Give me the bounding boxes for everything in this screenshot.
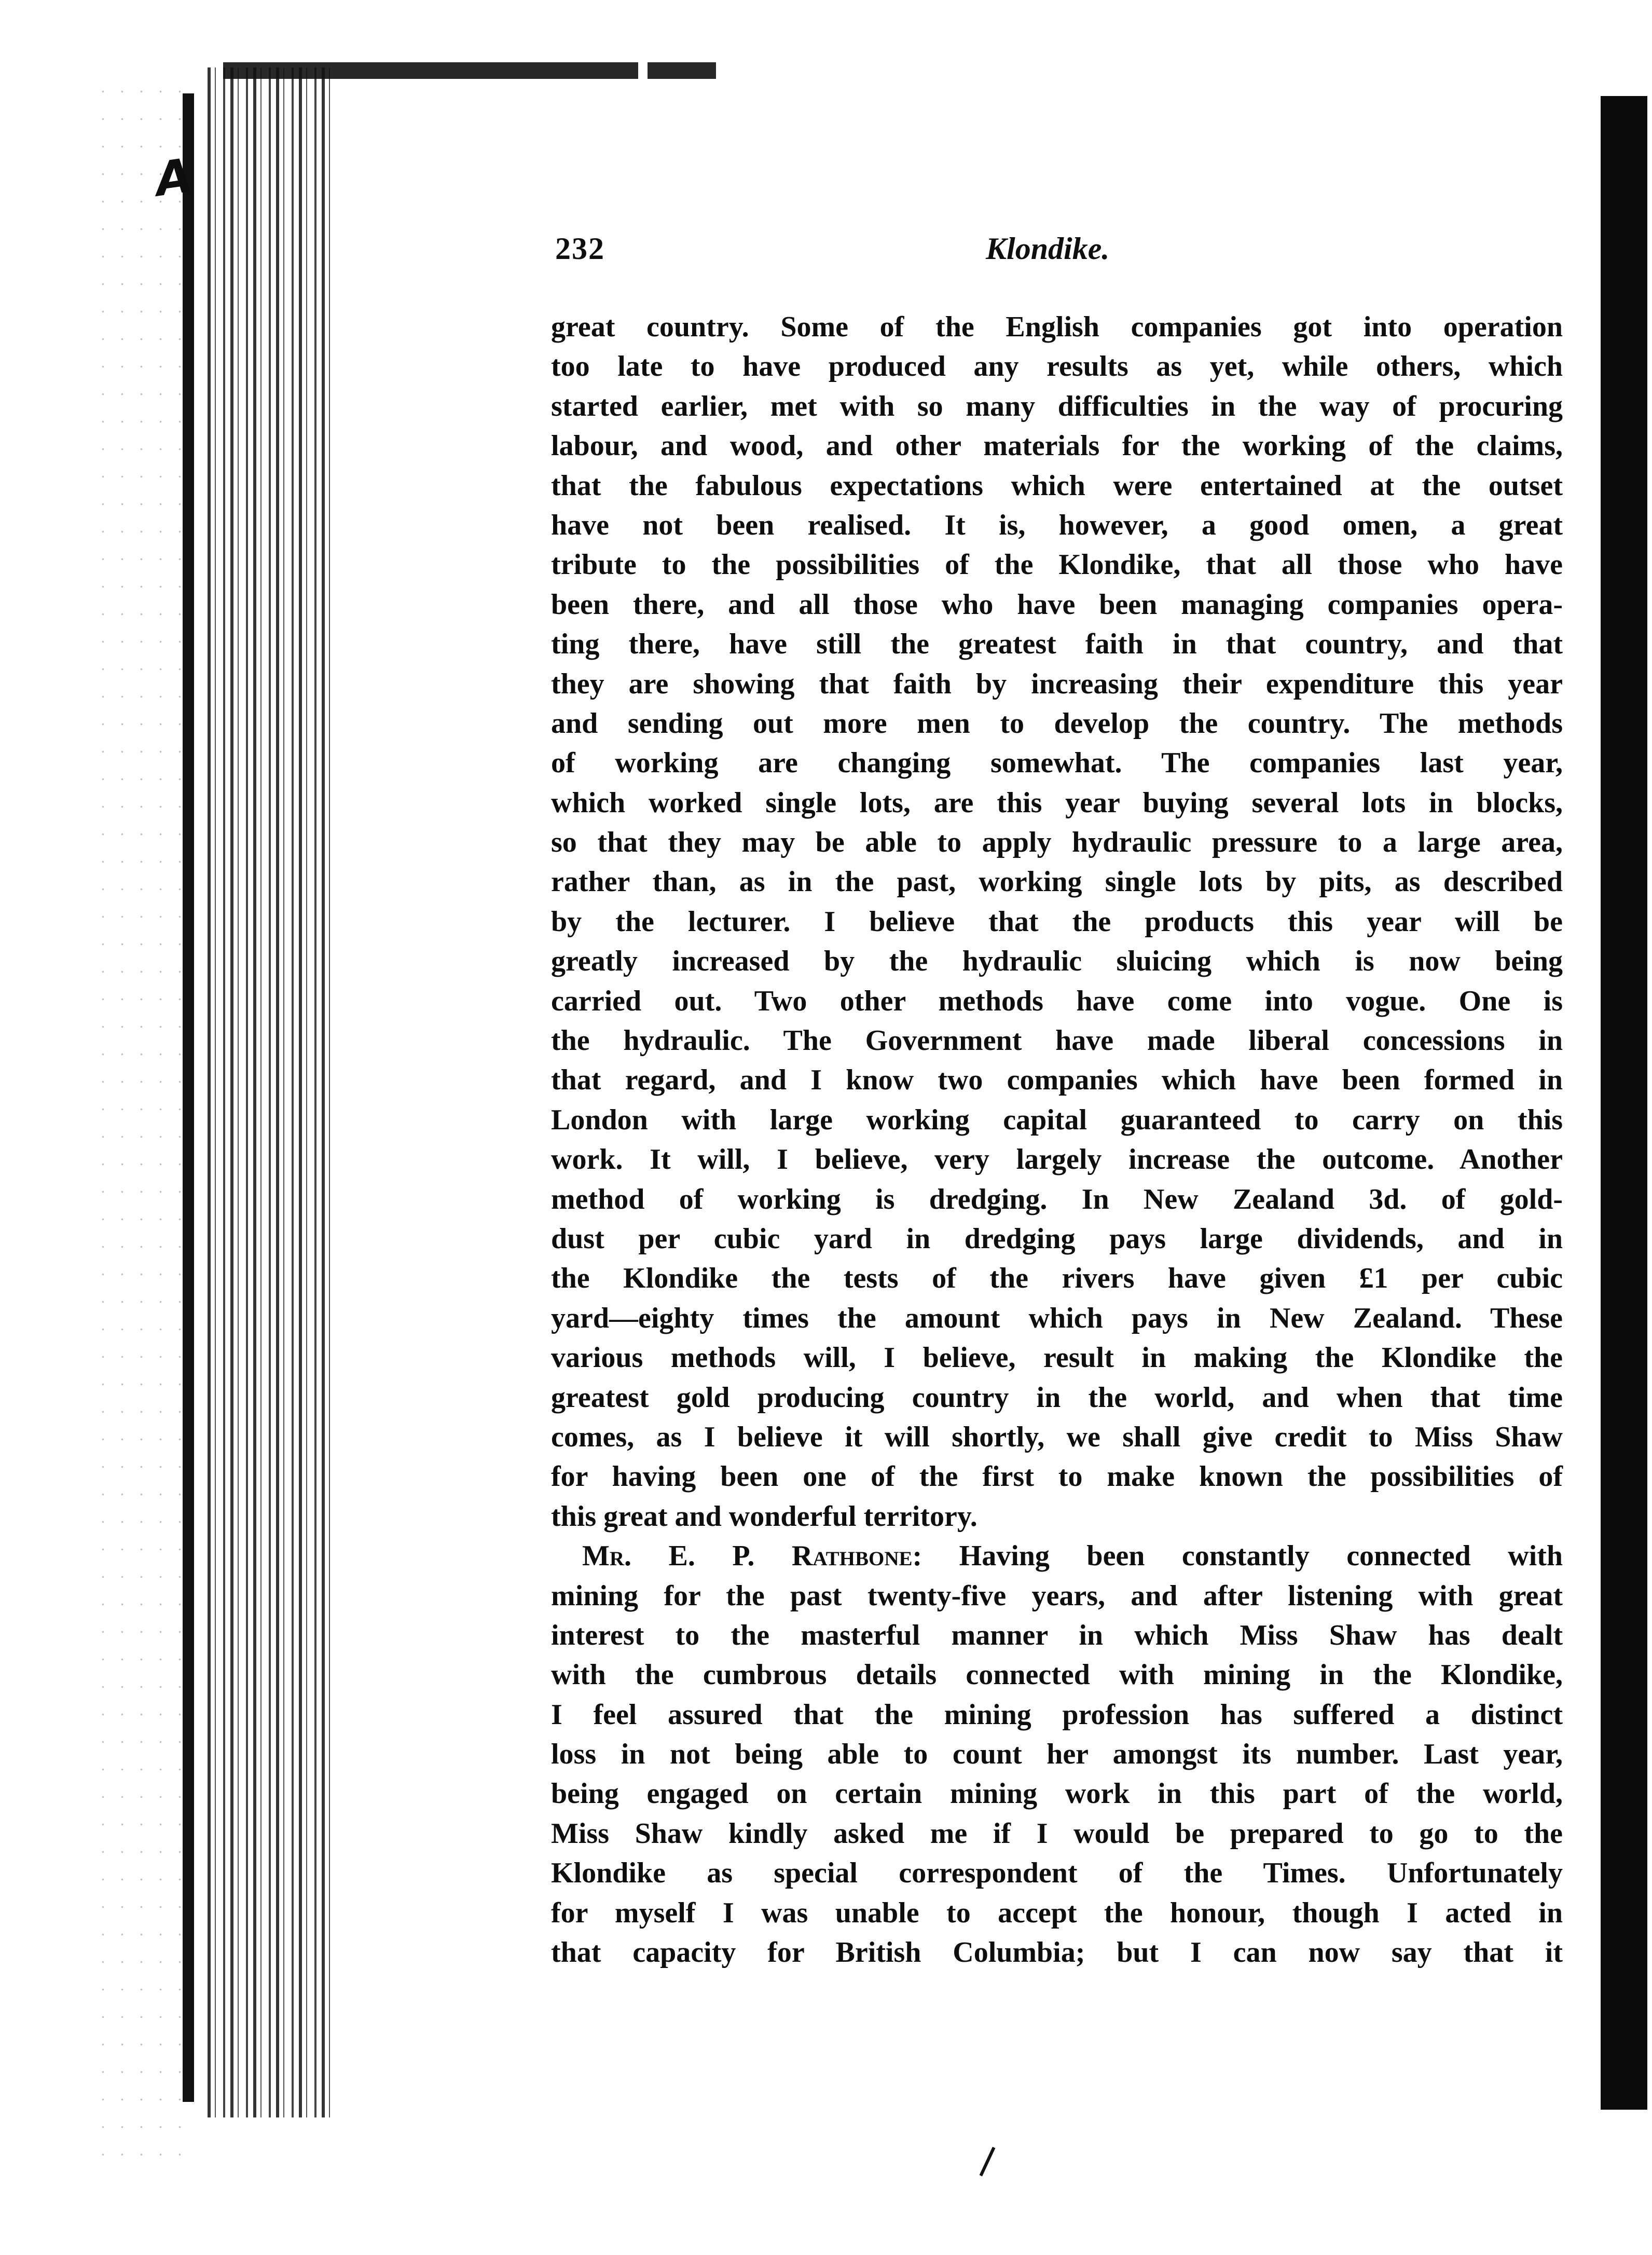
text-line: carried out. Two other methods have come into vogue. One is <box>551 985 1563 1017</box>
page-number: 232 <box>555 231 605 266</box>
text-line: started earlier, met with so many difficulties in the way of procuring <box>551 390 1563 422</box>
text-line: rather than, as in the past, working single lots by pits, as described <box>551 866 1563 898</box>
text-line: for myself I was unable to accept the honour, though I acted in <box>551 1896 1563 1929</box>
text-line: with the cumbrous details connected with mining in the Klondike, <box>551 1659 1563 1691</box>
text-line: been there, and all those who have been managing companies opera- <box>551 588 1563 621</box>
text-line: that the fabulous expectations which were entertained at the outset <box>551 469 1563 502</box>
text-line: the Klondike the tests of the rivers have given £1 per cubic <box>551 1262 1563 1295</box>
scan-noise <box>93 78 187 2180</box>
text-line: work. It will, I believe, very largely increase the outcome. Another <box>551 1143 1563 1176</box>
text-line: dust per cubic yard in dredging pays large dividends, and in <box>551 1222 1563 1255</box>
text-line: mining for the past twenty-five years, and after listening with great <box>551 1579 1563 1612</box>
body-text <box>551 307 1563 1972</box>
text-line: of working are changing somewhat. The companies last year, <box>551 747 1563 780</box>
text-line: great country. Some of the English companies got into operation <box>551 311 1563 343</box>
text-line: labour, and wood, and other materials for the working of the claims, <box>551 430 1563 462</box>
book-binding <box>208 67 332 2117</box>
text-line: for having been one of the first to make known the possibilities of <box>551 1460 1563 1493</box>
top-scan-rule-gap <box>638 61 648 80</box>
text-line: various methods will, I believe, result in making the Klondike the <box>551 1342 1563 1374</box>
text-line: greatly increased by the hydraulic sluicing which is now being <box>551 945 1563 978</box>
text-line: London with large working capital guaranteed to carry on this <box>551 1103 1563 1136</box>
text-line: Miss Shaw kindly asked me if I would be prepared to go to the <box>551 1817 1563 1850</box>
text-line: by the lecturer. I believe that the products this year will be <box>551 905 1563 938</box>
text-line: the hydraulic. The Government have made liberal concessions in <box>551 1024 1563 1057</box>
speaker-name: Mr. E. P. Rathbone <box>582 1540 913 1573</box>
text-line: they are showing that faith by increasing their expenditure this year <box>551 667 1563 700</box>
stray-pen-mark <box>980 2147 996 2177</box>
text-line: loss in not being able to count her amongst its number. Last year, <box>551 1738 1563 1771</box>
text-line: interest to the masterful manner in which Miss Shaw has dealt <box>551 1619 1563 1651</box>
text-line: that regard, and I know two companies which have been formed in <box>551 1064 1563 1097</box>
text-line: so that they may be able to apply hydraulic pressure to a large area, <box>551 826 1563 859</box>
margin-mark: A <box>152 148 196 208</box>
text-line: comes, as I believe it will shortly, we shall give credit to Miss Shaw <box>551 1420 1563 1453</box>
speaker-line-rest: : Having been constantly connected with <box>912 1540 1563 1573</box>
text-line: which worked single lots, are this year buying several lots in blocks, <box>551 786 1563 819</box>
text-line: have not been realised. It is, however, a good omen, a great <box>551 509 1563 541</box>
binding-edge <box>183 93 194 2102</box>
running-head <box>555 231 1567 272</box>
text-line: that capacity for British Columbia; but I can now say that it <box>551 1936 1563 1969</box>
paragraph-2 <box>551 1536 1563 1972</box>
text-line: method of working is dredging. In New Zealand 3d. of gold- <box>551 1183 1563 1215</box>
running-title: Klondike. <box>986 231 1110 266</box>
text-line: this great and wonderful territory. <box>551 1500 978 1533</box>
text-line: greatest gold producing country in the world, and when that time <box>551 1381 1563 1414</box>
text-line: yard—eighty times the amount which pays in New Zealand. These <box>551 1302 1563 1334</box>
text-line: Klondike as special correspondent of the Times. Unfortunately <box>551 1857 1563 1890</box>
right-scan-edge <box>1601 96 1647 2110</box>
text-line: tribute to the possibilities of the Klondike, that all those who have <box>551 549 1563 581</box>
text-line <box>551 1536 1563 1576</box>
text-line: being engaged on certain mining work in this part of the world, <box>551 1778 1563 1810</box>
text-line: I feel assured that the mining profession has suffered a distinct <box>551 1698 1563 1731</box>
text-line: too late to have produced any results as yet, while others, which <box>551 350 1563 383</box>
text-line: ting there, have still the greatest faith in that country, and that <box>551 628 1563 661</box>
text-line: and sending out more men to develop the country. The methods <box>551 707 1563 740</box>
paragraph-1 <box>551 307 1563 1536</box>
